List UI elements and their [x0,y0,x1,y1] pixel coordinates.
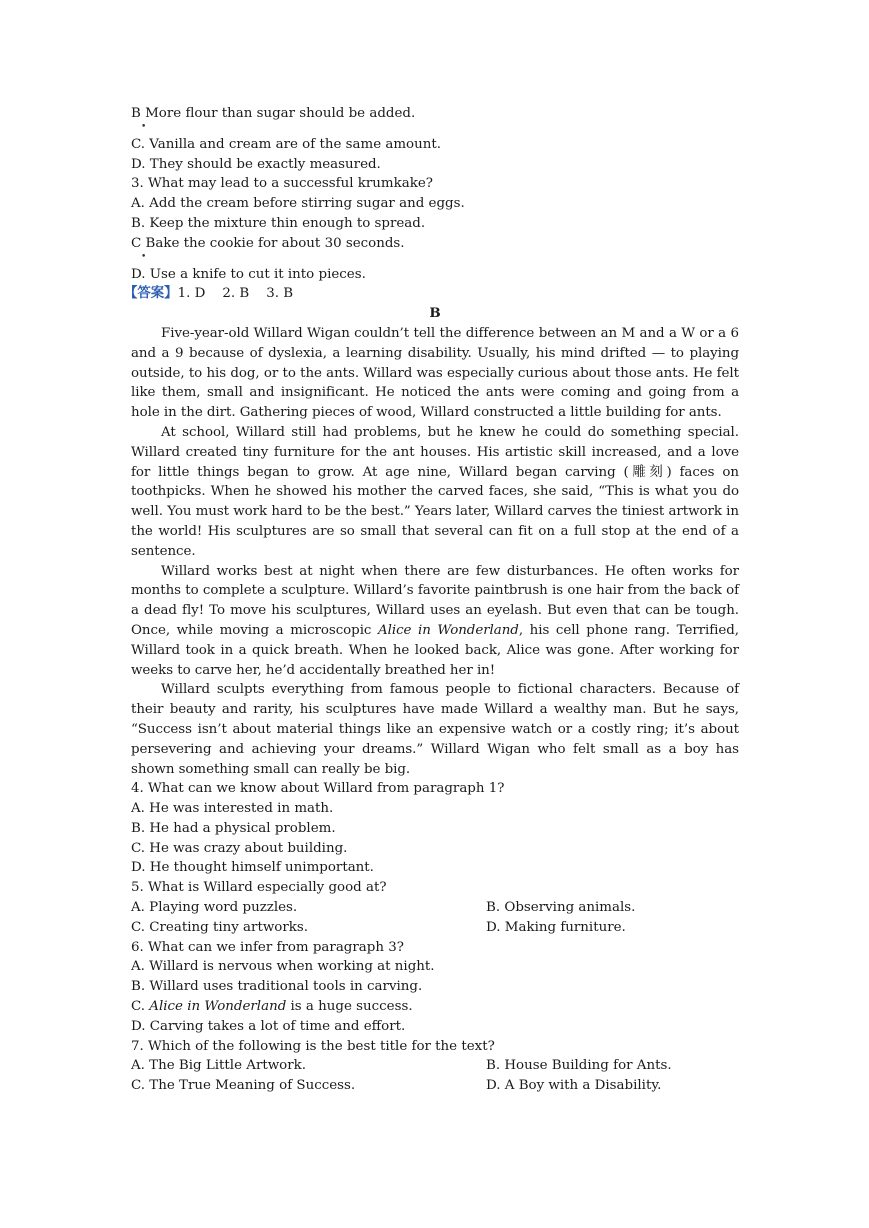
option-b: B More flour than sugar should be added. [131,106,416,121]
option-d: D. They should be exactly measured. [131,156,381,172]
question-6: 6. What can we infer from paragraph 3? [131,939,404,955]
dot-mark: • [141,121,147,132]
q5-row-2 [131,918,739,938]
q7-row-1 [131,1056,739,1076]
paragraph-3 [131,562,739,681]
q5-option-c: C. Creating tiny artworks. [131,919,308,935]
q3-option-c: C Bake the cookie for about 30 seconds. [131,235,405,251]
answer-text: 1. D 2. B 3. B [177,286,294,302]
q3-option-a: A. Add the cream before stirring sugar and eggs. [131,196,465,212]
document-page [124,104,740,1096]
dot-mark: • [141,251,147,262]
question-5: 5. What is Willard especially good at? [131,880,387,896]
question-7: 7. Which of the following is the best title for the text? [131,1038,495,1054]
q5-option-d: D. Making furniture. [486,919,626,935]
q5-option-a: A. Playing word puzzles. [131,900,298,916]
q4-option-b: B. He had a physical problem. [131,820,336,836]
paragraph-4: Willard sculpts everything from famous people to fictional characters. Because of their beauty and rarity, his sculptures have made Willard a wealthy man. But he says, “Success isn’t about material things like an expensive watch or a costly ring; it’s about persevering and achieving your dreams.” Willard Wigan who felt small as a boy has shown something small can really be big. [131,682,739,777]
q6-option-b: B. Willard uses traditional tools in carving. [131,979,423,995]
q7-option-b: B. House Building for Ants. [486,1058,672,1074]
option-c: C. Vanilla and cream are of the same amount. [131,136,442,152]
q3-option-d: D. Use a knife to cut it into pieces. [131,266,366,282]
q6-option-c [131,997,739,1017]
q7-row-2 [131,1076,739,1096]
section-letter: B [429,305,441,322]
q6-c-prefix: C. [131,999,150,1015]
p3-text-b: , his cell phone rang. Terrified, Willard took in a quick breath. When he looked back, Alice was gone. After working for weeks to carve her, he’d accidentally breathed her in! [131,622,740,678]
p3-text-a: Willard works best at night when there are few disturbances. He often works for months to complete a sculpture. Willard’s favorite paintbrush is one hair from the back of a dead fly! To move his sculptures, Willard uses an eyelash. But even that can be tough. Once, while moving a microscopic [131,563,739,638]
q4-option-c: C. He was crazy about building. [131,840,348,856]
q7-option-c: C. The True Meaning of Success. [131,1078,356,1094]
q6-option-a: A. Willard is nervous when working at night. [131,959,435,975]
paragraph-2: At school, Willard still had problems, but he knew he could do something special. Willard created tiny furniture for the ant houses. His artistic skill increased, and a love for little things began to grow. At age nine, Willard began carving (雕刻) faces on toothpicks. When he showed his mother the carved faces, she said, “This is what you do well. You must work hard to be the best.” Years later, Willard carves the tiniest artwork in the world! His sculptures are so small that several can fit on a full stop at the end of a sentence. [131,424,739,559]
q5-row-1 [131,898,739,918]
answer-line [124,284,739,304]
answer-tag: 【答案】 [124,285,178,302]
q7-option-d: D. A Boy with a Disability. [486,1078,662,1094]
q7-option-a: A. The Big Little Artwork. [131,1058,307,1074]
q6-c-rest: is a huge success. [286,999,413,1015]
q5-option-b: B. Observing animals. [486,900,636,916]
p3-italic-title: Alice in Wonderland [378,622,519,638]
paragraph-1: Five-year-old Willard Wigan couldn’t tell the difference between an M and a W or a 6 and a 9 because of dyslexia, a learning disability. Usually, his mind drifted — to playing outside, to his dog, or to the ants. Willard was especially curious about those ants. He felt like them, small and insignificant. He noticed the ants were coming and going from a hole in the dirt. Gathering pieces of wood, Willard constructed a little building for ants. [131,325,739,421]
question-3: 3. What may lead to a successful krumkake? [131,176,433,192]
q4-option-a: A. He was interested in math. [131,801,334,817]
q3-option-b: B. Keep the mixture thin enough to spread. [131,215,426,231]
q6-c-italic: Alice in Wonderland [149,999,287,1015]
q6-option-d: D. Carving takes a lot of time and effort. [131,1018,406,1034]
q4-option-d: D. He thought himself unimportant. [131,860,374,876]
question-4: 4. What can we know about Willard from paragraph 1? [131,781,505,797]
